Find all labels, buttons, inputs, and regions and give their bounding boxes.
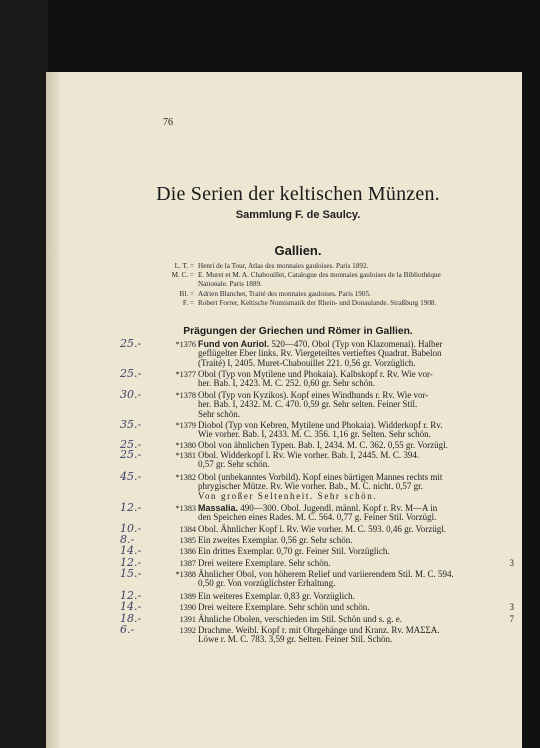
entry-number: *1376	[175, 340, 196, 349]
handwritten-price: 15.-	[120, 567, 142, 580]
handwritten-price: 30.-	[120, 388, 142, 401]
entry-number: *1378	[175, 391, 196, 400]
entry-text	[198, 615, 504, 624]
abbreviation-text: Adrien Blanchet, Traité des monnaies gauloises. Paris 1905.	[198, 290, 371, 298]
entry-line: her. Bab. I, 2423. M. C. 252. 0,60 gr. Sehr schön.	[198, 378, 375, 389]
entry-number: *1381	[175, 451, 196, 460]
entry-line: Löwe r. M. C. 783. 3,59 gr. Selten. Feiner Stil. Schön.	[198, 634, 393, 645]
abbreviation-text: E. Muret et M. A. Chabouillet, Catalogue des monnaies gauloises de la Bibliothèque	[198, 271, 441, 279]
entry-number: 1390	[179, 603, 196, 612]
entry-text	[198, 391, 504, 419]
entry-line: Obol (Typ von Mytilene und Phokaia). Kalbskopf r. Rv. Wie vor-	[198, 369, 433, 379]
entry-line: Ähnliche Obolen, verschieden im Stil. Schön und s. g. e.	[198, 614, 402, 624]
abbreviation-text: Henri de la Tour, Atlas des monnaies gauloises. Paris 1892.	[198, 262, 369, 270]
page-title: Die Serien der keltischen Münzen.	[156, 183, 440, 205]
entry-lead: Fund von Auriol.	[198, 339, 270, 349]
entry-number: 1385	[179, 536, 196, 545]
entry-number: 1387	[179, 559, 196, 568]
entry-line: Obol. Ähnlicher Kopf l. Rv. Wie vorher. M. C. 593. 0,46 gr. Vorzügl.	[198, 524, 447, 534]
entry-line: Obol (unbekanntes Vorbild). Kopf eines bärtigen Mannes rechts mit	[198, 472, 443, 482]
entry-number: 1389	[179, 592, 196, 601]
entry-text	[198, 570, 504, 589]
entry-text	[198, 547, 504, 556]
entry-text	[198, 370, 504, 389]
handwritten-price: 12.-	[120, 556, 142, 569]
entry-number: 1392	[179, 626, 196, 635]
handwritten-price: 12.-	[120, 589, 142, 602]
collection-subtitle: Sammlung F. de Saulcy.	[235, 209, 361, 221]
handwritten-price: 25.-	[120, 337, 142, 350]
entry-line: (Traité) I, 2405. Muret-Chabouillet 221. 0,56 gr. Vorzüglich.	[198, 357, 416, 368]
handwritten-price: 25.-	[120, 367, 142, 380]
entry-number: *1380	[175, 441, 196, 450]
entry-line: Ein drittes Exemplar. 0,70 gr. Feiner Stil. Vorzüglich.	[198, 546, 390, 556]
subheading: Prägungen der Griechen und Römer in Gallien.	[183, 326, 413, 337]
entry-number: 1391	[179, 615, 196, 624]
quantity-count: 7	[509, 614, 514, 624]
entry-line: Drei weitere Exemplare. Sehr schön.	[198, 558, 331, 568]
entry-line: 520—470. Obol (Typ von Klazomenai). Halber	[269, 339, 443, 349]
entry-line: Ein weiteres Exemplar. 0,83 gr. Vorzüglich.	[198, 591, 355, 601]
entry-number: *1388	[175, 570, 196, 579]
abbreviation-text: Robert Forrer, Keltische Numismatik der Rhein- und Donaulande. Straßburg 1908.	[198, 299, 437, 307]
abbreviation-text: Nationale. Paris 1889.	[198, 280, 262, 288]
entry-line: 490—300. Obol. Jugendl. männl. Kopf r. Rv. M—A in	[238, 503, 438, 513]
entry-line: den Speichen eines Rades. M. C. 564. 0,77 g. Feiner Stil. Vorzügl.	[198, 512, 437, 523]
handwritten-price: 8.-	[120, 533, 135, 546]
entry-line: Drei weitere Exemplare. Sehr schön und schön.	[198, 602, 370, 612]
page-fold-shadow	[46, 72, 60, 748]
entry-line: Drachme. Weibl. Kopf r. mit Ohrgehänge und Kranz. Rv. ΜΑΣΣΑ.	[198, 625, 440, 635]
abbreviation-key: M. C. =	[171, 271, 194, 279]
entry-line: phrygischer Mütze. Rv. Wie vorher. Bab., M. C. nicht. 0,57 gr.	[198, 481, 423, 492]
entry-line: Ähnlicher Obol, von höherem Relief und variierendem Stil. M. C. 594.	[198, 569, 454, 579]
entry-number: *1379	[175, 421, 196, 430]
entry-text	[198, 504, 504, 523]
entry-lead: Massalia.	[198, 503, 239, 513]
entry-line: Obol (Typ von Kyzikos). Kopf eines Windhunds r. Rv. Wie vor-	[198, 390, 429, 400]
entry-line: Obol von ähnlichen Typen. Bab. I, 2434. M. C. 362. 0,55 gr. Vorzügl.	[198, 440, 448, 450]
entry-number: 1386	[179, 547, 196, 556]
background-left	[0, 0, 48, 748]
entry-text	[198, 525, 504, 534]
handwritten-price: 12.-	[120, 501, 142, 514]
quantity-count: 3	[509, 558, 514, 568]
entry-text	[198, 421, 504, 440]
abbreviation-key: L. T. =	[174, 262, 194, 270]
entry-number: *1377	[175, 370, 196, 379]
entry-line: geflügelter Eber links. Rv. Viergeteiltes vertieftes Quadrat. Babelon	[198, 348, 442, 359]
section-heading: Gallien.	[274, 243, 322, 258]
entry-line: 0,50 gr. Von vorzüglichster Erhaltung.	[198, 578, 336, 589]
entry-line: Von großer Seltenheit. Sehr schön.	[198, 490, 378, 501]
abbreviation-key: Bl. =	[179, 290, 194, 298]
page-number: 76	[163, 117, 173, 128]
handwritten-price: 14.-	[120, 544, 142, 557]
entry-number: *1382	[175, 473, 196, 482]
entry-text	[198, 536, 504, 545]
handwritten-price: 14.-	[120, 600, 142, 613]
handwritten-price: 10.-	[120, 522, 142, 535]
entry-number: *1383	[175, 504, 196, 513]
entry-text	[198, 451, 504, 470]
entry-line: 0,57 gr. Sehr schön.	[198, 459, 270, 470]
entry-number: 1384	[179, 525, 196, 534]
entry-line: her. Bab. I, 2432. M. C. 470. 0,59 gr. Sehr selten. Feiner Stil.	[198, 399, 418, 410]
entry-text	[198, 592, 504, 601]
entry-text	[198, 340, 504, 368]
entry-text	[198, 441, 504, 450]
entry-line: Sehr schön.	[198, 408, 240, 419]
quantity-count: 3	[509, 602, 514, 612]
entry-line: Obol. Widderkopf l. Rv. Wie vorher. Bab. I, 2445. M. C. 394.	[198, 450, 420, 460]
entry-text	[198, 603, 504, 612]
handwritten-price: 25.-	[120, 438, 142, 451]
entry-line: Ein zweites Exemplar. 0,56 gr. Sehr schön.	[198, 535, 353, 545]
entry-line: Wie vorher. Bab. I, 2433. M. C. 356. 1,16 gr. Selten. Sehr schön.	[198, 429, 431, 440]
handwritten-price: 25.-	[120, 448, 142, 461]
handwritten-price: 35.-	[120, 418, 142, 431]
abbreviation-key: F. =	[182, 299, 194, 307]
handwritten-price: 45.-	[120, 470, 142, 483]
entry-text	[198, 559, 504, 568]
handwritten-price: 18.-	[120, 612, 142, 625]
entry-text	[198, 626, 504, 645]
entry-text	[198, 473, 504, 501]
handwritten-price: 6.-	[120, 623, 135, 636]
entry-line: Diobol (Typ von Kebren, Mytilene und Phokaia). Widderkopf r. Rv.	[198, 420, 443, 430]
